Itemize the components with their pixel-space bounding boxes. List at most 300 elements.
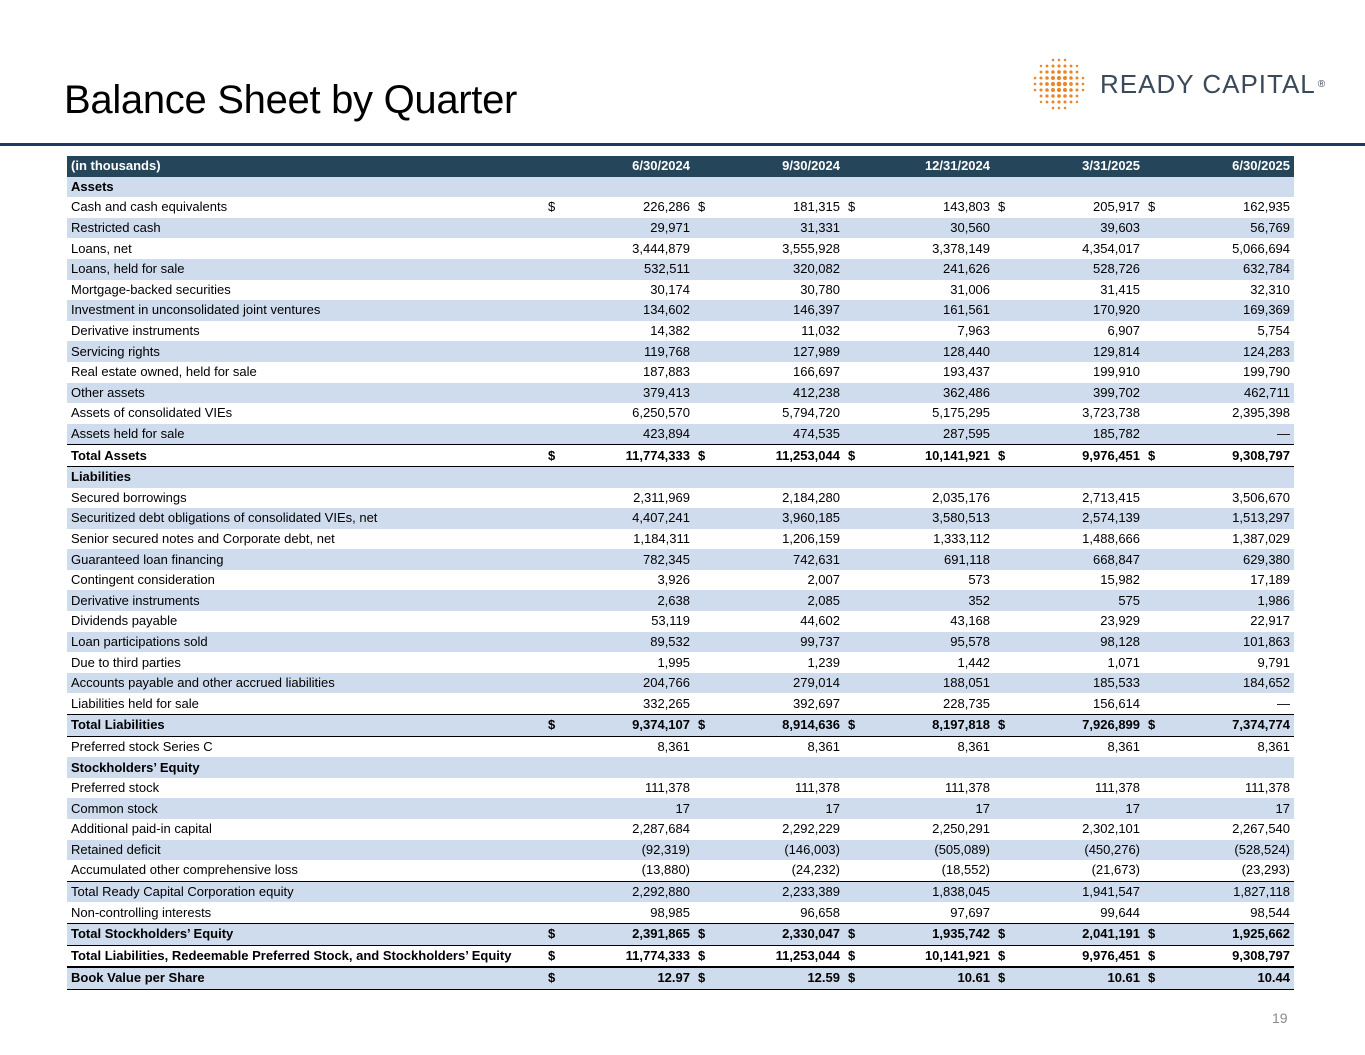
cell-value: 17 (712, 798, 844, 819)
logo-dot (1076, 71, 1079, 74)
currency-symbol (694, 798, 712, 819)
cell-value: 30,560 (862, 218, 994, 239)
cell-value: 17 (562, 798, 694, 819)
logo-dot (1069, 76, 1073, 80)
cell-value: 7,374,774 (1162, 715, 1294, 737)
cell-value: 3,378,149 (932, 240, 991, 256)
row-label: Servicing rights (67, 341, 544, 362)
logo-dot (1051, 88, 1055, 92)
currency-symbol (994, 383, 1012, 404)
cell-value: 8,361 (1107, 738, 1141, 754)
cell-value: 15,982 (1100, 572, 1141, 588)
cell-value: 287,595 (862, 424, 994, 445)
logo-dot (1063, 100, 1066, 103)
cell-value (562, 757, 694, 778)
logo-dot (1082, 77, 1085, 80)
cell-value: 2,302,101 (1082, 821, 1141, 837)
cell-value: 379,413 (562, 383, 694, 404)
cell-value: 575 (1012, 590, 1144, 611)
cell-value: 204,766 (562, 673, 694, 694)
currency-symbol (994, 280, 1012, 301)
row-label: Accumulated other comprehensive loss (71, 862, 298, 878)
currency-symbol: $ (994, 923, 1012, 945)
currency-symbol (544, 218, 562, 239)
cell-value: 9,791 (1257, 654, 1291, 670)
currency-symbol (1144, 798, 1162, 819)
cell-value: 5,175,295 (932, 405, 991, 421)
cell-value: 129,814 (1012, 341, 1144, 362)
currency-symbol (994, 508, 1012, 529)
row-label: Preferred stock Series C (71, 738, 213, 754)
cell-value: 7,963 (957, 323, 991, 339)
logo-dot (1039, 76, 1042, 79)
currency-symbol (994, 362, 1012, 383)
currency-symbol (544, 529, 562, 550)
row-label: Preferred stock (71, 780, 160, 796)
currency-symbol (694, 611, 712, 632)
currency-symbol (844, 757, 862, 778)
currency-symbol (694, 819, 712, 840)
logo-dot (1052, 107, 1055, 110)
logo-dot (1052, 59, 1055, 62)
logo-dot (1069, 82, 1073, 86)
row-label: Book Value per Share (67, 967, 544, 989)
row-label: Due to third parties (71, 654, 181, 670)
currency-symbol (544, 383, 562, 404)
column-header: 6/30/2024 (544, 156, 694, 177)
cell-value: 11,774,333 (562, 445, 694, 467)
cell-value: 10.44 (1162, 967, 1294, 989)
currency-symbol (844, 840, 862, 861)
cell-value: (505,089) (862, 840, 994, 861)
logo-dot (1064, 107, 1067, 110)
currency-symbol (994, 757, 1012, 778)
cell-value: (24,232) (791, 862, 840, 878)
currency-symbol (1144, 840, 1162, 861)
cell-value: 31,006 (950, 281, 991, 297)
cell-value: 111,378 (944, 780, 991, 796)
cell-value: 6,907 (1107, 323, 1141, 339)
cell-value: 193,437 (943, 364, 991, 380)
currency-symbol (994, 177, 1012, 198)
cell-value: 8,361 (957, 738, 991, 754)
cell-value: 1,333,112 (933, 530, 991, 546)
currency-symbol (694, 300, 712, 321)
row-label: Assets of consolidated VIEs (71, 405, 233, 421)
cell-value: 185,782 (1012, 424, 1144, 445)
cell-value: (13,880) (641, 862, 690, 878)
cell-value: 169,369 (1162, 300, 1294, 321)
cell-value (1012, 466, 1144, 487)
currency-symbol (694, 652, 712, 673)
currency-symbol (694, 778, 712, 799)
cell-value: 528,726 (1012, 259, 1144, 280)
table-row (67, 549, 1294, 570)
logo-dot (1045, 82, 1049, 86)
cell-value: — (1277, 695, 1291, 711)
logo-dot (1076, 101, 1078, 103)
currency-symbol (844, 488, 862, 509)
cell-value: 124,283 (1162, 341, 1294, 362)
logo-dot (1045, 76, 1049, 80)
cell-value: 532,511 (562, 259, 694, 280)
logo-dot (1051, 70, 1055, 74)
cell-value (862, 177, 994, 198)
cell-value: 9,976,451 (1012, 945, 1144, 967)
logo-dot (1039, 88, 1042, 91)
currency-symbol (544, 424, 562, 445)
currency-symbol (844, 736, 862, 757)
currency-symbol (844, 218, 862, 239)
currency-symbol (694, 488, 712, 509)
logo-dot (1075, 82, 1078, 85)
currency-symbol (844, 881, 862, 902)
cell-value: 31,415 (1100, 281, 1141, 297)
cell-value: 1,838,045 (862, 881, 994, 902)
table-row (67, 362, 1294, 383)
cell-value: 39,603 (1012, 218, 1144, 239)
currency-symbol (994, 840, 1012, 861)
currency-symbol (694, 508, 712, 529)
section-header-row (67, 177, 1294, 198)
logo-dot (1046, 65, 1049, 68)
currency-symbol: $ (994, 967, 1012, 989)
currency-symbol (694, 466, 712, 487)
cell-value: 166,697 (793, 364, 840, 380)
column-header: 6/30/2025 (1144, 156, 1294, 177)
currency-symbol (544, 881, 562, 902)
cell-value: 3,555,928 (782, 240, 840, 256)
logo-dot (1034, 83, 1037, 86)
cell-value: 53,119 (651, 613, 690, 629)
cell-value: 1,941,547 (1012, 881, 1144, 902)
currency-symbol (1144, 611, 1162, 632)
currency-symbol (844, 466, 862, 487)
cell-value: 2,041,191 (1012, 923, 1144, 945)
cell-value: 1,387,029 (1232, 530, 1291, 546)
currency-symbol (694, 590, 712, 611)
currency-symbol (544, 508, 562, 529)
row-label: Loans, net (71, 240, 132, 256)
row-label: Non-controlling interests (71, 904, 212, 920)
cell-value: 10.61 (862, 967, 994, 989)
cell-value: 17 (1012, 798, 1144, 819)
cell-value: 8,361 (807, 738, 840, 754)
currency-symbol (994, 238, 1012, 259)
currency-symbol (994, 321, 1012, 342)
cell-value: 170,920 (1012, 300, 1144, 321)
section-header-row (67, 466, 1294, 487)
currency-symbol (994, 341, 1012, 362)
cell-value: 98,985 (650, 904, 690, 920)
currency-symbol (694, 383, 712, 404)
currency-symbol (844, 280, 862, 301)
cell-value: 3,444,879 (632, 240, 690, 256)
currency-symbol (1144, 549, 1162, 570)
cell-value: 119,768 (562, 341, 694, 362)
currency-symbol: $ (694, 923, 712, 945)
cell-value: 111,378 (1094, 780, 1141, 796)
currency-symbol (994, 860, 1012, 881)
row-label: Accounts payable and other accrued liabilities (67, 673, 544, 694)
currency-symbol (544, 652, 562, 673)
currency-symbol (844, 508, 862, 529)
currency-symbol (994, 819, 1012, 840)
currency-symbol (694, 424, 712, 445)
cell-value: 1,513,297 (1162, 508, 1294, 529)
table-row (67, 197, 1294, 218)
cell-value: 1,442 (957, 654, 991, 670)
currency-symbol (994, 693, 1012, 714)
total-row (67, 445, 1294, 467)
cell-value: 199,790 (1243, 364, 1291, 380)
logo-text: READY CAPITAL (1100, 68, 1316, 99)
cell-value: 2,085 (712, 590, 844, 611)
cell-value: 2,267,540 (1232, 821, 1291, 837)
currency-symbol (544, 403, 562, 424)
cell-value: 2,233,389 (712, 881, 844, 902)
cell-value: 2,330,047 (712, 923, 844, 945)
total-row (67, 881, 1294, 902)
cell-value: 127,989 (712, 341, 844, 362)
row-label: Additional paid-in capital (71, 821, 212, 837)
page-title: Balance Sheet by Quarter (64, 78, 518, 122)
currency-symbol (994, 466, 1012, 487)
logo-dot (1075, 88, 1078, 91)
currency-symbol (1144, 424, 1162, 445)
cell-value: 12.97 (562, 967, 694, 989)
units-header: (in thousands) (67, 156, 544, 177)
cell-value: 10,141,921 (862, 445, 994, 467)
currency-symbol (994, 549, 1012, 570)
currency-symbol: $ (698, 199, 706, 215)
table-row (67, 860, 1294, 881)
row-label: Total Liabilities (67, 715, 544, 737)
cell-value: 10.61 (1012, 967, 1144, 989)
currency-symbol (1144, 736, 1162, 757)
cell-value: 23,929 (1100, 613, 1141, 629)
currency-symbol (844, 570, 862, 591)
row-label: Loans, held for sale (67, 259, 544, 280)
table-row (67, 403, 1294, 424)
page-number: 19 (1272, 1010, 1288, 1026)
logo-dot (1057, 64, 1060, 67)
row-label: Liabilities (67, 466, 544, 487)
currency-symbol: $ (844, 967, 862, 989)
cell-value: 188,051 (862, 673, 994, 694)
currency-symbol (544, 693, 562, 714)
row-label: Securitized debt obligations of consolidated VIEs, net (67, 508, 544, 529)
cell-value (712, 466, 844, 487)
row-label: Stockholders’ Equity (67, 757, 544, 778)
cell-value: 95,578 (862, 632, 994, 653)
cell-value: 1,488,666 (1082, 530, 1141, 546)
cell-value: 742,631 (712, 549, 844, 570)
currency-symbol (544, 488, 562, 509)
cell-value (862, 466, 994, 487)
currency-symbol (844, 300, 862, 321)
row-label: Dividends payable (71, 613, 178, 629)
table-row (67, 819, 1294, 840)
currency-symbol (694, 529, 712, 550)
currency-symbol: $ (1144, 445, 1162, 467)
currency-symbol (694, 632, 712, 653)
cell-value: (23,293) (1241, 862, 1291, 878)
cell-value (1012, 757, 1144, 778)
row-label: Total Ready Capital Corporation equity (67, 881, 544, 902)
cell-value: 111,378 (794, 780, 840, 796)
table-row (67, 632, 1294, 653)
cell-value: 412,238 (712, 383, 844, 404)
currency-symbol (544, 798, 562, 819)
cell-value: 8,361 (1257, 738, 1291, 754)
currency-symbol: $ (544, 715, 562, 737)
cell-value: 111,378 (644, 780, 690, 796)
total-row (67, 923, 1294, 945)
currency-symbol (694, 362, 712, 383)
row-label: Total Stockholders’ Equity (67, 923, 544, 945)
table-row (67, 218, 1294, 239)
currency-symbol: $ (544, 945, 562, 967)
title-divider (0, 143, 1365, 146)
currency-symbol (844, 860, 862, 881)
cell-value: 17,189 (1250, 572, 1291, 588)
logo-dot (1063, 76, 1067, 80)
row-label: Total Assets (67, 445, 544, 467)
cell-value: 30,780 (800, 281, 840, 297)
cell-value: 17 (862, 798, 994, 819)
cell-value (712, 757, 844, 778)
table-row (67, 611, 1294, 632)
currency-symbol: $ (1144, 715, 1162, 737)
cell-value: 134,602 (562, 300, 694, 321)
cell-value: 8,197,818 (862, 715, 994, 737)
cell-value: 332,265 (643, 695, 690, 711)
currency-symbol (544, 590, 562, 611)
currency-symbol (994, 570, 1012, 591)
table-row (67, 488, 1294, 509)
currency-symbol: $ (548, 199, 556, 215)
cell-value: 30,174 (650, 281, 690, 297)
currency-symbol (1144, 860, 1162, 881)
cell-value (1162, 466, 1294, 487)
cell-value: 2,035,176 (932, 489, 991, 505)
row-label: Derivative instruments (67, 590, 544, 611)
column-header: 12/31/2024 (844, 156, 994, 177)
row-label: Retained deficit (67, 840, 544, 861)
cell-value: 226,286 (643, 199, 690, 215)
cell-value: 474,535 (712, 424, 844, 445)
currency-symbol (994, 259, 1012, 280)
currency-symbol (1144, 902, 1162, 923)
cell-value: 111,378 (1244, 780, 1291, 796)
currency-symbol (1144, 238, 1162, 259)
cell-value: 2,250,291 (932, 821, 991, 837)
currency-symbol (994, 424, 1012, 445)
cell-value: 8,361 (657, 738, 690, 754)
cell-value: 1,925,662 (1162, 923, 1294, 945)
cell-value: 29,971 (562, 218, 694, 239)
cell-value: 22,917 (1250, 613, 1291, 629)
logo-dot (1057, 94, 1061, 98)
cell-value: 2,292,229 (782, 821, 840, 837)
currency-symbol (694, 570, 712, 591)
table-header-row (67, 156, 1294, 177)
cell-value: 143,803 (943, 199, 991, 215)
cell-value: 7,926,899 (1012, 715, 1144, 737)
table-row (67, 902, 1294, 923)
currency-symbol (544, 280, 562, 301)
logo-dot (1040, 65, 1042, 67)
cell-value: 1,986 (1162, 590, 1294, 611)
cell-value: 89,532 (562, 632, 694, 653)
cell-value: 205,917 (1093, 199, 1141, 215)
logo-dot (1082, 89, 1085, 92)
currency-symbol (844, 611, 862, 632)
logo-dot (1058, 59, 1061, 62)
currency-symbol (994, 611, 1012, 632)
cell-value: 199,910 (1093, 364, 1141, 380)
cell-value: 3,926 (657, 572, 690, 588)
cell-value: — (1162, 424, 1294, 445)
currency-symbol (694, 280, 712, 301)
cell-value: 2,638 (562, 590, 694, 611)
cell-value: 9,308,797 (1162, 945, 1294, 967)
row-label: Cash and cash equivalents (71, 199, 228, 215)
currency-symbol (844, 383, 862, 404)
cell-value: 14,382 (650, 323, 690, 339)
currency-symbol (544, 611, 562, 632)
cell-value: 668,847 (1012, 549, 1144, 570)
cell-value: 4,354,017 (1082, 240, 1141, 256)
cell-value: 632,784 (1162, 259, 1294, 280)
currency-symbol (544, 819, 562, 840)
dot-globe-icon (1030, 56, 1088, 112)
cell-value: (528,524) (1162, 840, 1294, 861)
total-row (67, 945, 1294, 967)
ready-capital-logo (1030, 56, 1325, 112)
logo-dot (1070, 101, 1073, 104)
currency-symbol (694, 403, 712, 424)
currency-symbol (544, 778, 562, 799)
cell-value: (146,003) (712, 840, 844, 861)
currency-symbol (844, 549, 862, 570)
currency-symbol (844, 673, 862, 694)
cell-value: 2,395,398 (1232, 405, 1291, 421)
currency-symbol (1144, 466, 1162, 487)
currency-symbol (994, 218, 1012, 239)
cell-value: 9,976,451 (1012, 445, 1144, 467)
currency-symbol (544, 549, 562, 570)
cell-value: (92,319) (562, 840, 694, 861)
currency-symbol (544, 238, 562, 259)
logo-dot (1040, 95, 1043, 98)
currency-symbol (844, 693, 862, 714)
row-label: Liabilities held for sale (71, 695, 199, 711)
currency-symbol (1144, 383, 1162, 404)
cell-value: 32,310 (1250, 281, 1291, 297)
logo-dot (1063, 70, 1067, 74)
currency-symbol (1144, 259, 1162, 280)
currency-symbol (694, 736, 712, 757)
cell-value: 187,883 (643, 364, 690, 380)
table-row (67, 424, 1294, 445)
logo-dot (1063, 64, 1066, 67)
table-row (67, 238, 1294, 259)
currency-symbol (544, 300, 562, 321)
currency-symbol (994, 652, 1012, 673)
row-label: Contingent consideration (71, 572, 215, 588)
